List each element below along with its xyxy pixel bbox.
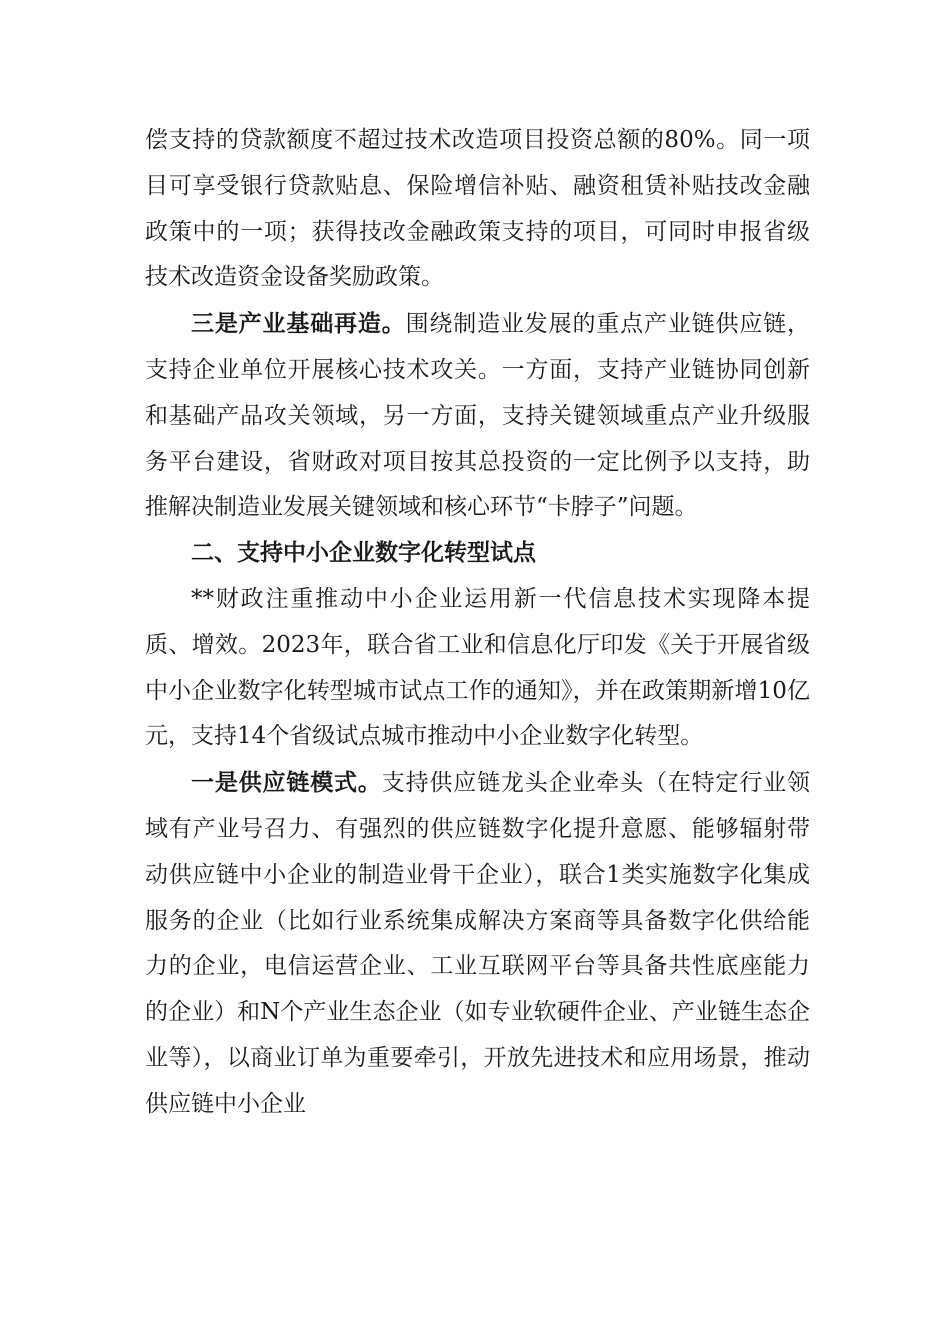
paragraph-loan-support: 偿支持的贷款额度不超过技术改造项目投资总额的80%。同一项目可享受银行贷款贴息、保险增信补贴、融资租赁补贴技改金融政策中的一项；获得技改金融政策支持的项目，可同时申报省级技术改造资金设备奖励政策。 [145, 127, 810, 291]
paragraph-digital-transformation: **财政注重推动中小企业运用新一代信息技术实现降本提质、增效。2023年，联合省工业和信息化厅印发《关于开展省级中小企业数字化转型城市试点工作的通知》，并在政策期新增10亿元，支持14个省级试点城市推动中小企业数字化转型。 [145, 585, 810, 750]
paragraph-supply-chain-model [145, 760, 810, 1127]
lead-supply-chain-model: 一是供应链模式。 [191, 769, 382, 797]
document-body [145, 118, 810, 1128]
section-heading-digital-transformation: 二、支持中小企业数字化转型试点 [191, 540, 536, 567]
lead-industry-foundation: 三是产业基础再造。 [191, 310, 406, 338]
body-industry-foundation: 围绕制造业发展的重点产业链供应链，支持企业单位开展核心技术攻关。一方面，支持产业链协同创新和基础产品攻关领域，另一方面，支持关键领域重点产业升级服务平台建设，省财政对项目按其总投资的一定比例予以支持，助推解决制造业发展关键领域和核心环节“卡脖子”问题。 [145, 311, 811, 521]
body-supply-chain-model: 支持供应链龙头企业牵头（在特定行业领域有产业号召力、有强烈的供应链数字化提升意愿、能够辐射带动供应链中小企业的制造业骨干企业），联合1类实施数字化集成服务的企业（比如行业系统集成解决方案商等具备数字化供给能力的企业，电信运营企业、工业互联网平台等具备共性底座能力的企业）和N个产业生态企业（如专业软硬件企业、产业链生态企业等），以商业订单为重要牵引，开放先进技术和应用场景，推动供应链中小企业 [145, 770, 811, 1117]
paragraph-industry-foundation [145, 301, 810, 531]
